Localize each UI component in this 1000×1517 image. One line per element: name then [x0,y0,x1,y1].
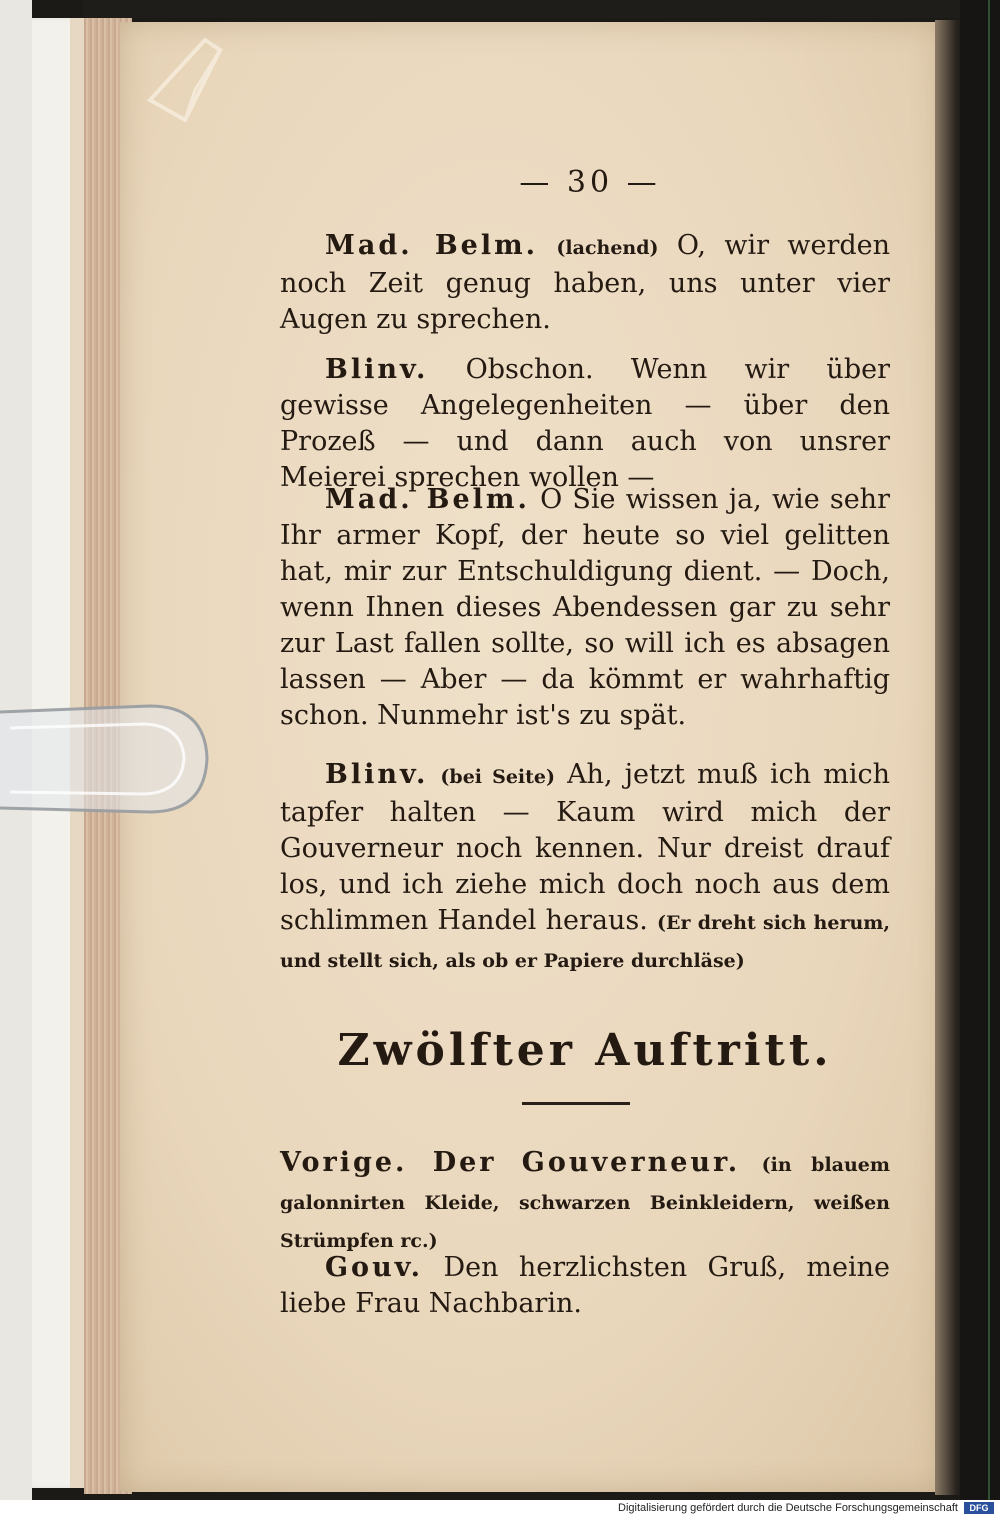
speaker-name: Blinv. [325,759,429,790]
heading-rule [522,1102,630,1105]
scene-cast [280,1145,890,1259]
dialogue-text: O Sie wissen ja, wie sehr Ihr armer Kopf, der heute so viel gelitten hat, mir zur Entschuldigung dient. — Doch, wenn Ihnen dieses Abendessen gar zu sehr zur Last fallen sollte, so will ich es absagen lassen — Aber — da kömmt er wahrhaftig schon. Nunmehr ist's zu spät. [280,484,890,731]
speaker-name: Blinv. [325,354,429,385]
stage-direction: (bei Seite) [440,766,555,788]
paragraph-3 [280,482,890,734]
right-background [960,0,1000,1500]
folded-corner-icon [140,30,230,130]
stage-direction-after: (Er dreht sich herum, und stellt sich, als ob er Papiere durchläse) [280,912,890,972]
speaker-name: Gouv. [325,1252,424,1283]
speaker-name: Mad. Belm. [325,230,539,261]
paragraph-1 [280,228,890,338]
stage-direction: (lachend) [556,237,659,259]
paragraph-final [280,1250,890,1322]
plastic-page-clip [0,700,210,818]
footer-bar [0,1500,1000,1517]
dfg-logo: DFG [964,1502,994,1514]
costume-direction: (in blauem galonnirten Kleide, schwarzen Beinkleidern, weißen Strümpfen rc.) [280,1154,890,1252]
cast-list: Vorige. Der Gouverneur. [280,1147,741,1178]
footer-credit: Digitalisierung gefördert durch die Deutsche Forschungsgemeinschaft [618,1502,958,1514]
page-number: — 30 — [519,165,661,200]
top-shadow [82,0,962,18]
scan-border-line [988,0,990,1500]
paragraph-2 [280,352,890,496]
dialogue-text: Obschon. Wenn wir über gewisse Angelegenheiten — über den Prozeß — und dann auch von unsrer Meierei sprechen wollen — [280,354,890,493]
dialogue-text: O, wir werden noch Zeit genug haben, uns unter vier Augen zu sprechen. [280,230,891,335]
speaker-name: Mad. Belm. [325,484,530,515]
dialogue-text: Den herzlichsten Gruß, meine liebe Frau Nachbarin. [280,1252,890,1319]
scene-heading: Zwölfter Auftritt. [337,1025,833,1076]
dialogue-text: Ah, jetzt muß ich mich tapfer halten — Kaum wird mich der Gouverneur noch kennen. Nur dreist drauf los, und ich ziehe mich doch noch aus dem schlimmen Handel heraus. [280,759,890,936]
paragraph-4 [280,757,890,979]
